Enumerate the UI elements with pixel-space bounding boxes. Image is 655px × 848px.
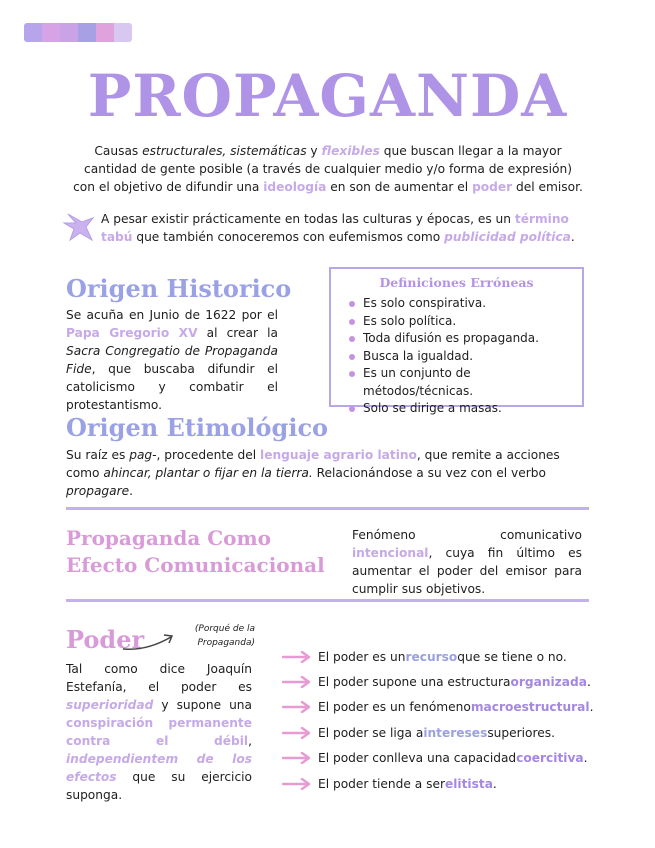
- list-item: [282, 771, 612, 796]
- palette-swatch: [60, 23, 78, 42]
- intro-text: Causas: [94, 144, 143, 158]
- comunicacional-heading-line: Efecto Comunicacional: [66, 553, 325, 577]
- palette-swatch: [24, 23, 42, 42]
- poder-note: (Porqué de la Propaganda): [194, 624, 255, 648]
- note-text: .: [570, 230, 575, 244]
- comunicacional-text: [352, 526, 582, 598]
- intro-paragraph: [72, 142, 584, 196]
- note-text: que también conoceremos con eufemismos como: [132, 230, 445, 244]
- intro-highlight-flexibles: flexibles: [321, 144, 380, 158]
- item-highlight: recurso: [405, 649, 458, 664]
- arrow-right-icon: [282, 701, 312, 713]
- arrow-right-icon: [282, 727, 312, 739]
- item-text: El poder supone una estructura: [318, 675, 511, 690]
- divider: [66, 507, 589, 510]
- comm-text: , cuya fin último es aumentar el poder del emisor para cumplir sus objetivos.: [352, 546, 582, 596]
- poder-highlight-superioridad: superioridad: [66, 698, 154, 712]
- item-text: .: [492, 776, 497, 791]
- palette-swatch: [78, 23, 96, 42]
- etim-text: , que remite a acciones como: [66, 448, 560, 480]
- poder-text-part: Tal como dice Joaquín Estefanía, el poder es: [66, 662, 252, 694]
- list-item: [282, 695, 612, 720]
- tabu-note: [101, 210, 581, 246]
- intro-text: del emisor.: [512, 180, 583, 194]
- divider: [66, 599, 589, 602]
- color-palette: [24, 23, 132, 42]
- item-text: .: [586, 675, 591, 690]
- intro-highlight-poder: poder: [472, 180, 513, 194]
- etim-emphasis-ahincar: ahincar, plantar o fijar en la tierra.: [103, 466, 313, 480]
- item-text: El poder es un fenómeno: [318, 700, 471, 715]
- comunicacional-heading-line: Propaganda Como: [66, 526, 272, 550]
- comm-highlight-intencional: intencional: [352, 546, 429, 560]
- intro-highlight-ideologia: ideología: [263, 180, 327, 194]
- poder-highlight-independientem: independientem de los efectos: [66, 752, 252, 784]
- origen-text: Se acuña en Junio de 1622 por el: [66, 308, 278, 322]
- definiciones-title: Definiciones Erróneas: [379, 275, 534, 290]
- definiciones-list: [339, 295, 574, 418]
- page-title: PROPAGANDA: [87, 62, 568, 130]
- arrow-right-icon: [282, 651, 312, 663]
- item-text: superiores.: [487, 725, 555, 740]
- item-text: El poder conlleva una capacidad: [318, 751, 517, 766]
- note-highlight-termino-tabu: término tabú: [101, 212, 569, 244]
- item-highlight: elitista: [444, 776, 493, 791]
- etim-text: .: [129, 484, 133, 498]
- etim-emphasis-propagare: propagare: [66, 484, 130, 498]
- note-highlight-publicidad: publicidad política: [444, 230, 571, 244]
- curved-arrow-icon: [119, 629, 179, 653]
- origen-highlight-papa: Papa Gregorio XV: [66, 326, 198, 340]
- etim-text: Su raíz es: [66, 448, 130, 462]
- origen-historico-heading: Origen Historico: [66, 274, 292, 303]
- etim-highlight-lenguaje: lenguaje agrario latino: [260, 448, 417, 462]
- palette-swatch: [42, 23, 60, 42]
- palette-swatch: [96, 23, 114, 42]
- list-item: [282, 720, 612, 745]
- list-item: Es solo política.: [349, 313, 574, 331]
- origen-etimologico-heading: Origen Etimológico: [66, 413, 329, 442]
- origen-emphasis-sacra: Sacra Congregatio de Propaganda Fide: [66, 344, 278, 376]
- item-text: El poder tiende a ser: [318, 776, 445, 791]
- item-highlight: organizada: [510, 675, 587, 690]
- star-icon: [62, 210, 96, 244]
- comunicacional-heading: [66, 525, 325, 579]
- intro-text: en son de aumentar el: [326, 180, 473, 194]
- arrow-right-icon: [282, 752, 312, 764]
- list-item: Busca la igualdad.: [349, 348, 574, 366]
- intro-text: y: [306, 144, 322, 158]
- comm-text: Fenómeno comunicativo: [352, 528, 582, 542]
- etim-text: , procedente del: [156, 448, 261, 462]
- definiciones-erroneas-box: [329, 267, 584, 415]
- item-text: .: [583, 751, 588, 766]
- poder-items-list: [282, 644, 612, 796]
- origen-etimologico-text: [66, 446, 588, 500]
- list-item: [282, 669, 612, 694]
- palette-swatch: [114, 23, 132, 42]
- item-text: El poder se liga a: [318, 725, 424, 740]
- poder-text-part: que su ejercicio suponga.: [66, 770, 252, 802]
- poder-text-part: ,: [248, 734, 252, 748]
- origen-text: al crear la: [197, 326, 278, 340]
- item-highlight: intereses: [423, 725, 488, 740]
- poder-text-part: y supone una: [153, 698, 252, 712]
- item-text: .: [589, 700, 594, 715]
- poder-text: [66, 660, 252, 804]
- item-text: El poder es un: [318, 649, 406, 664]
- poder-highlight-conspiracion: conspiración permanente contra el débil: [66, 716, 252, 748]
- arrow-right-icon: [282, 676, 312, 688]
- list-item: [282, 746, 612, 771]
- list-item: Es un conjunto de métodos/técnicas.: [349, 365, 574, 400]
- arrow-right-icon: [282, 778, 312, 790]
- list-item: Toda difusión es propaganda.: [349, 330, 574, 348]
- list-item: Solo se dirige a masas.: [349, 400, 574, 418]
- intro-emphasis: estructurales, sistemáticas: [142, 144, 307, 158]
- origen-historico-text: [66, 306, 278, 414]
- note-text: A pesar existir prácticamente en todas las culturas y épocas, es un: [101, 212, 515, 226]
- item-highlight: coercitiva: [516, 751, 584, 766]
- list-item: Es solo conspirativa.: [349, 295, 574, 313]
- etim-emphasis-pag: pag-: [129, 448, 157, 462]
- origen-text: , que buscaba difundir el catolicismo y combatir el protestantismo.: [66, 362, 278, 412]
- list-item: [282, 644, 612, 669]
- etim-text: Relacionándose a su vez con el verbo: [312, 466, 546, 480]
- item-text: que se tiene o no.: [457, 649, 567, 664]
- item-highlight: macroestructural: [470, 700, 590, 715]
- intro-text: que buscan llegar a la mayor cantidad de gente posible (a través de cualquier medio y/o forma de expresión) con el objetivo de difundir una: [73, 144, 572, 194]
- poder-heading: Poder: [66, 625, 145, 654]
